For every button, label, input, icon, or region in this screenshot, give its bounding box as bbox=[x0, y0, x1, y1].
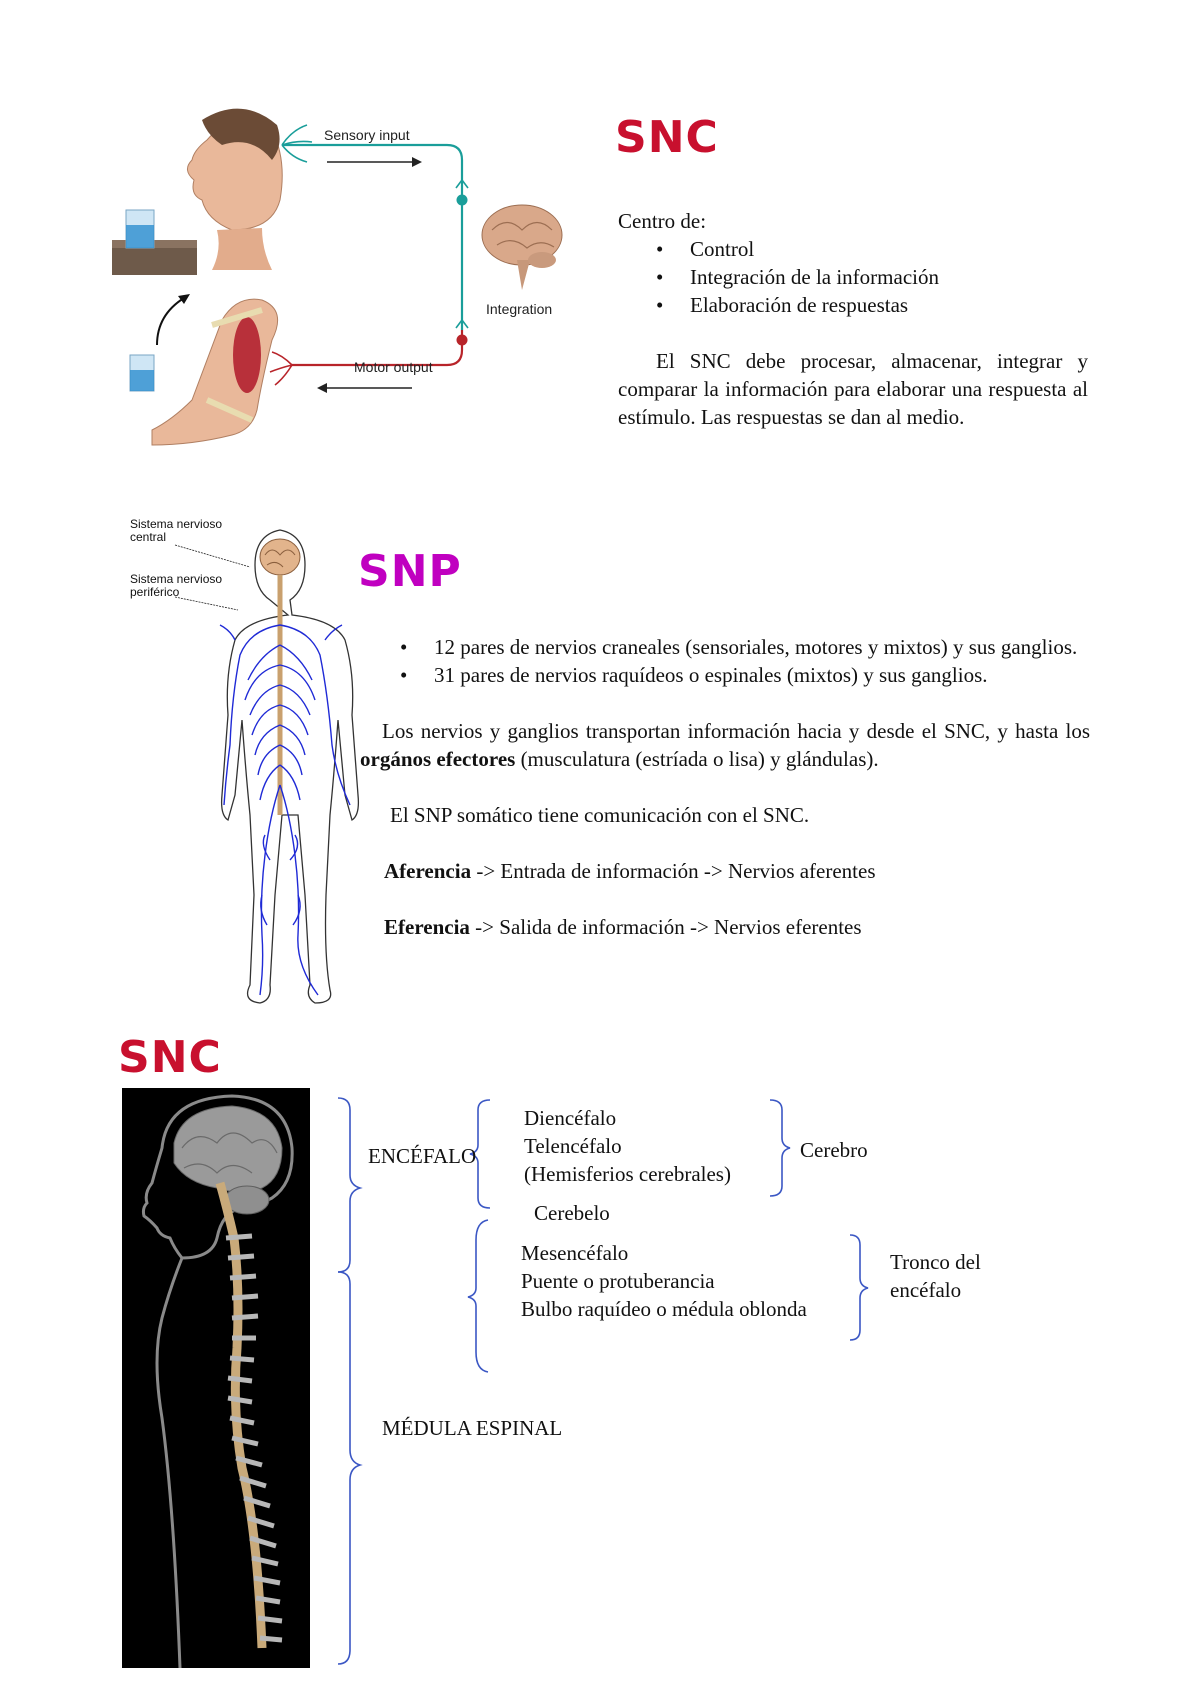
list-item: Telencéfalo bbox=[524, 1134, 622, 1158]
list-item: Bulbo raquídeo o médula oblonda bbox=[521, 1297, 807, 1321]
list-item: • 12 pares de nervios craneales (sensoriales, motores y mixtos) y sus ganglios. bbox=[400, 635, 1078, 659]
snc-heading-2: SNC bbox=[118, 1032, 222, 1083]
peripheral-nervous-system-label: Sistema nervioso periférico bbox=[130, 572, 223, 599]
brain-illustration bbox=[482, 205, 562, 290]
tronco-label: Tronco del encéfalo bbox=[890, 1250, 981, 1302]
snc-description bbox=[618, 207, 1088, 431]
list-item: Diencéfalo bbox=[524, 1106, 617, 1130]
afferent-line: Aferencia -> Entrada de información -> Nervios aferentes bbox=[384, 859, 876, 883]
arm-illustration bbox=[130, 294, 278, 445]
list-item: • Elaboración de respuestas bbox=[656, 293, 909, 317]
cerebelo-label: Cerebelo bbox=[534, 1201, 610, 1225]
list-item: (Hemisferios cerebrales) bbox=[524, 1162, 731, 1186]
sensory-motor-diagram bbox=[112, 100, 612, 470]
efferent-line: Eferencia -> Salida de información -> Nervios eferentes bbox=[384, 915, 862, 939]
glass-on-table-illustration bbox=[112, 210, 197, 275]
sensory-input-pathway bbox=[282, 145, 462, 330]
snp-paragraph: Los nervios y ganglios transportan información hacia y desde el SNC, y hasta los orgános efectores (musculatura (estríada o lisa) y glándulas). bbox=[360, 719, 1090, 771]
snc-heading-1: SNC bbox=[615, 112, 719, 163]
snp-somatic-sentence: El SNP somático tiene comunicación con el SNC. bbox=[390, 803, 810, 827]
list-item: • Control bbox=[656, 237, 755, 261]
tronco-parts bbox=[521, 1239, 807, 1323]
integration-label: Integration bbox=[486, 301, 553, 317]
peripheral-nervous-system-figure bbox=[120, 515, 360, 1015]
sensory-input-label: Sensory input bbox=[324, 127, 410, 143]
vertebrae bbox=[226, 1236, 282, 1640]
snc-paragraph: El SNC debe procesar, almacenar, integrar y comparar la información para elaborar una respuesta al estímulo. Las respuestas se dan al medio. bbox=[618, 349, 1088, 429]
central-nervous-system-label: Sistema nervioso central bbox=[130, 517, 223, 544]
list-item: Mesencéfalo bbox=[521, 1241, 629, 1265]
snp-nerves-list bbox=[360, 633, 1090, 689]
efectores-bold: orgános efectores bbox=[360, 747, 516, 771]
snc-functions-list bbox=[618, 235, 1088, 319]
list-item: • 31 pares de nervios raquídeos o espinales (mixtos) y sus ganglios. bbox=[400, 663, 988, 687]
cerebro-label: Cerebro bbox=[800, 1138, 868, 1162]
list-item: Puente o protuberancia bbox=[521, 1269, 715, 1293]
encefalo-label: ENCÉFALO bbox=[368, 1144, 477, 1168]
medula-label: MÉDULA ESPINAL bbox=[382, 1416, 563, 1440]
cerebro-parts bbox=[524, 1104, 731, 1188]
list-item: • Integración de la información bbox=[656, 265, 939, 289]
human-head-illustration bbox=[187, 109, 282, 270]
centro-de-label: Centro de: bbox=[618, 209, 707, 233]
snp-heading: SNP bbox=[358, 546, 462, 597]
motor-output-label: Motor output bbox=[354, 359, 433, 375]
cns-sagittal-figure bbox=[122, 1088, 310, 1668]
snp-description bbox=[360, 633, 1090, 941]
